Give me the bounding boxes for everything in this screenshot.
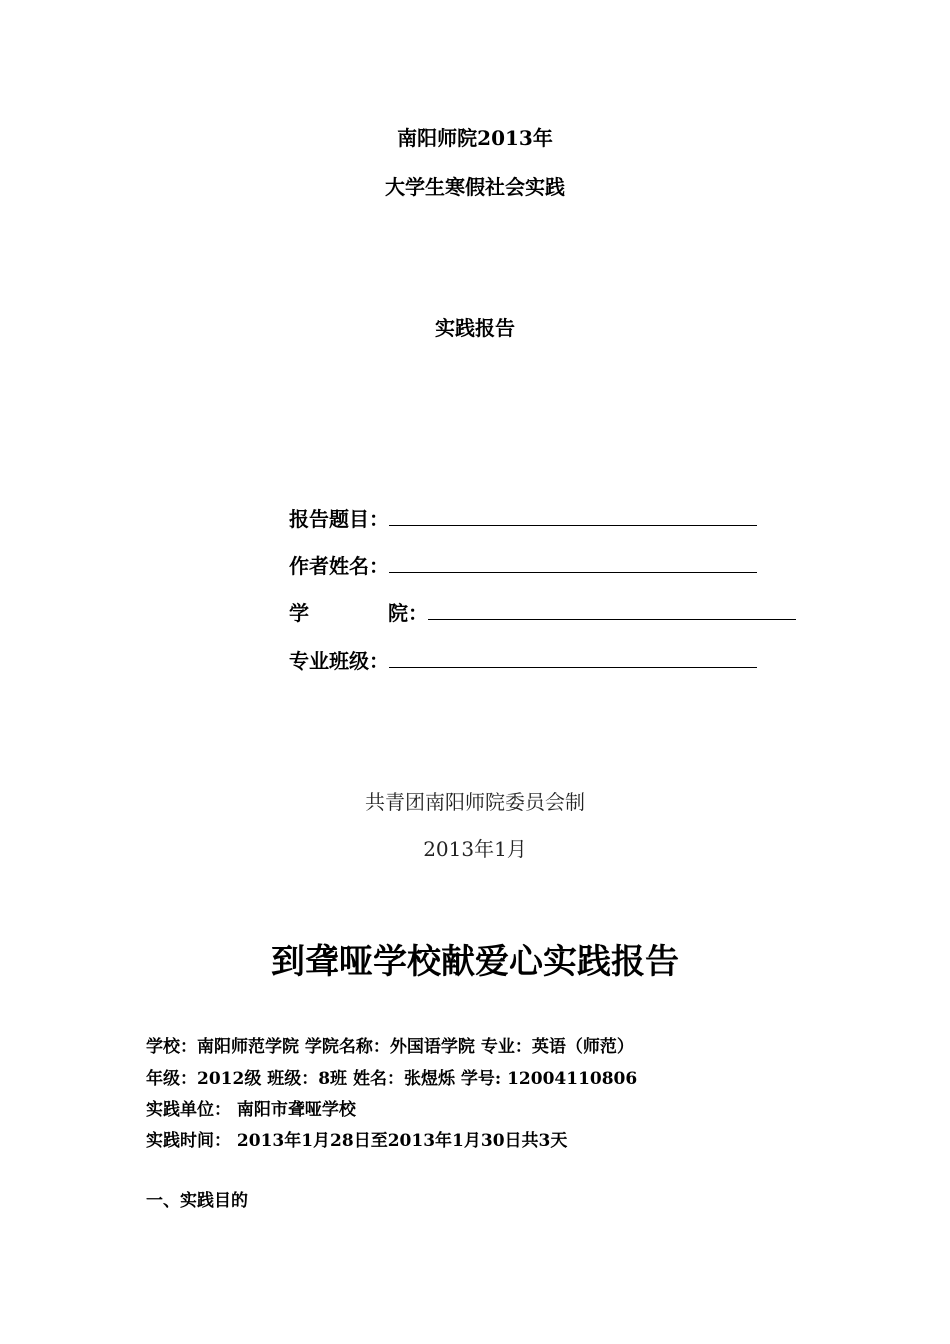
field-label-part-b: 院： <box>388 601 428 625</box>
field-label-part-a: 学 <box>289 601 309 625</box>
field-major-class <box>289 645 757 674</box>
blank-line <box>389 550 757 573</box>
field-label: 专业班级： <box>289 649 389 673</box>
issuing-organization: 共青团南阳师院委员会制 <box>365 790 585 814</box>
cover-school-year: 南阳师院2013年 <box>397 126 553 150</box>
field-college <box>289 597 796 626</box>
cover-report-type: 实践报告 <box>435 316 515 340</box>
blank-line <box>428 597 796 620</box>
info-student: 年级：2012级 班级：8班 姓名：张煜烁 学号: 12004110806 <box>146 1069 638 1089</box>
report-title: 到聋哑学校献爱心实践报告 <box>271 942 679 982</box>
section-heading-purpose: 一、实践目的 <box>146 1191 248 1211</box>
info-practice-unit: 实践单位： 南阳市聋哑学校 <box>146 1100 356 1120</box>
issue-date: 2013年1月 <box>423 837 527 861</box>
info-practice-time: 实践时间： 2013年1月28日至2013年1月30日共3天 <box>146 1131 568 1151</box>
blank-line <box>389 503 757 526</box>
field-author-name <box>289 550 757 579</box>
field-label: 作者姓名： <box>289 554 389 578</box>
info-school: 学校：南阳师范学院 学院名称：外国语学院 专业：英语（师范） <box>146 1037 634 1057</box>
field-label: 报告题目： <box>289 507 389 531</box>
cover-subtitle: 大学生寒假社会实践 <box>385 175 565 199</box>
blank-line <box>389 645 757 668</box>
field-report-topic <box>289 503 757 532</box>
